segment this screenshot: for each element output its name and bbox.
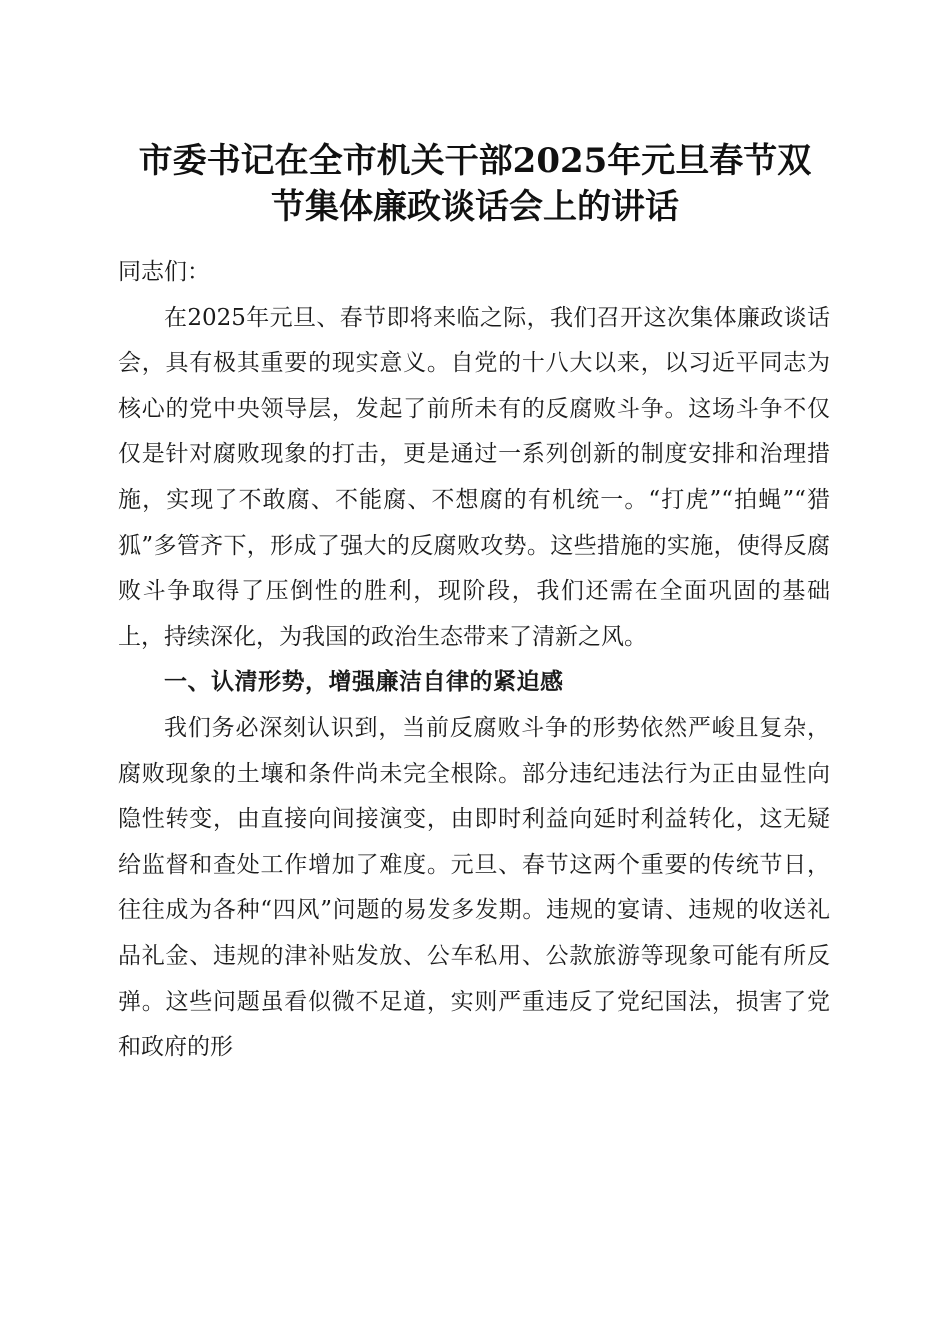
paragraph-section-1: 我们务必深刻认识到，当前反腐败斗争的形势依然严峻且复杂，腐败现象的土壤和条件尚未完全根除。部分违纪违法行为正由显性向隐性转变，由直接向间接演变，由即时利益向延时利益转化，这无疑给监督和查处工作增加了难度。元旦、春节这两个重要的传统节日，往往成为各种“四风”问题的易发多发期。违规的宴请、违规的收送礼品礼金、违规的津补贴发放、公车私用、公款旅游等现象可能有所反弹。这些问题虽看似微不足道，实则严重违反了党纪国法，损害了党和政府的形	[118, 714, 830, 1061]
title-line-1: 市委书记在全市机关干部2025年元旦春节双	[138, 141, 812, 181]
greeting: 同志们：	[118, 259, 210, 285]
paragraph-intro: 在2025年元旦、春节即将来临之际，我们召开这次集体廉政谈话会，具有极其重要的现实意义。自党的十八大以来，以习近平同志为核心的党中央领导层，发起了前所未有的反腐败斗争。这场斗争不仅仅是针对腐败现象的打击，更是通过一系列创新的制度安排和治理措施，实现了不敢腐、不能腐、不想腐的有机统一。“打虎”“拍蝇”“猎狐”多管齐下，形成了强大的反腐败攻势。这些措施的实施，使得反腐败斗争取得了压倒性的胜利，现阶段，我们还需在全面巩固的基础上，持续深化，为我国的政治生态带来了清新之风。	[118, 304, 830, 650]
section-heading-1: 一、认清形势，增强廉洁自律的紧迫感	[164, 669, 564, 696]
document-body	[118, 250, 830, 1071]
document-title	[100, 138, 850, 230]
title-line-2: 节集体廉政谈话会上的讲话	[271, 187, 679, 227]
